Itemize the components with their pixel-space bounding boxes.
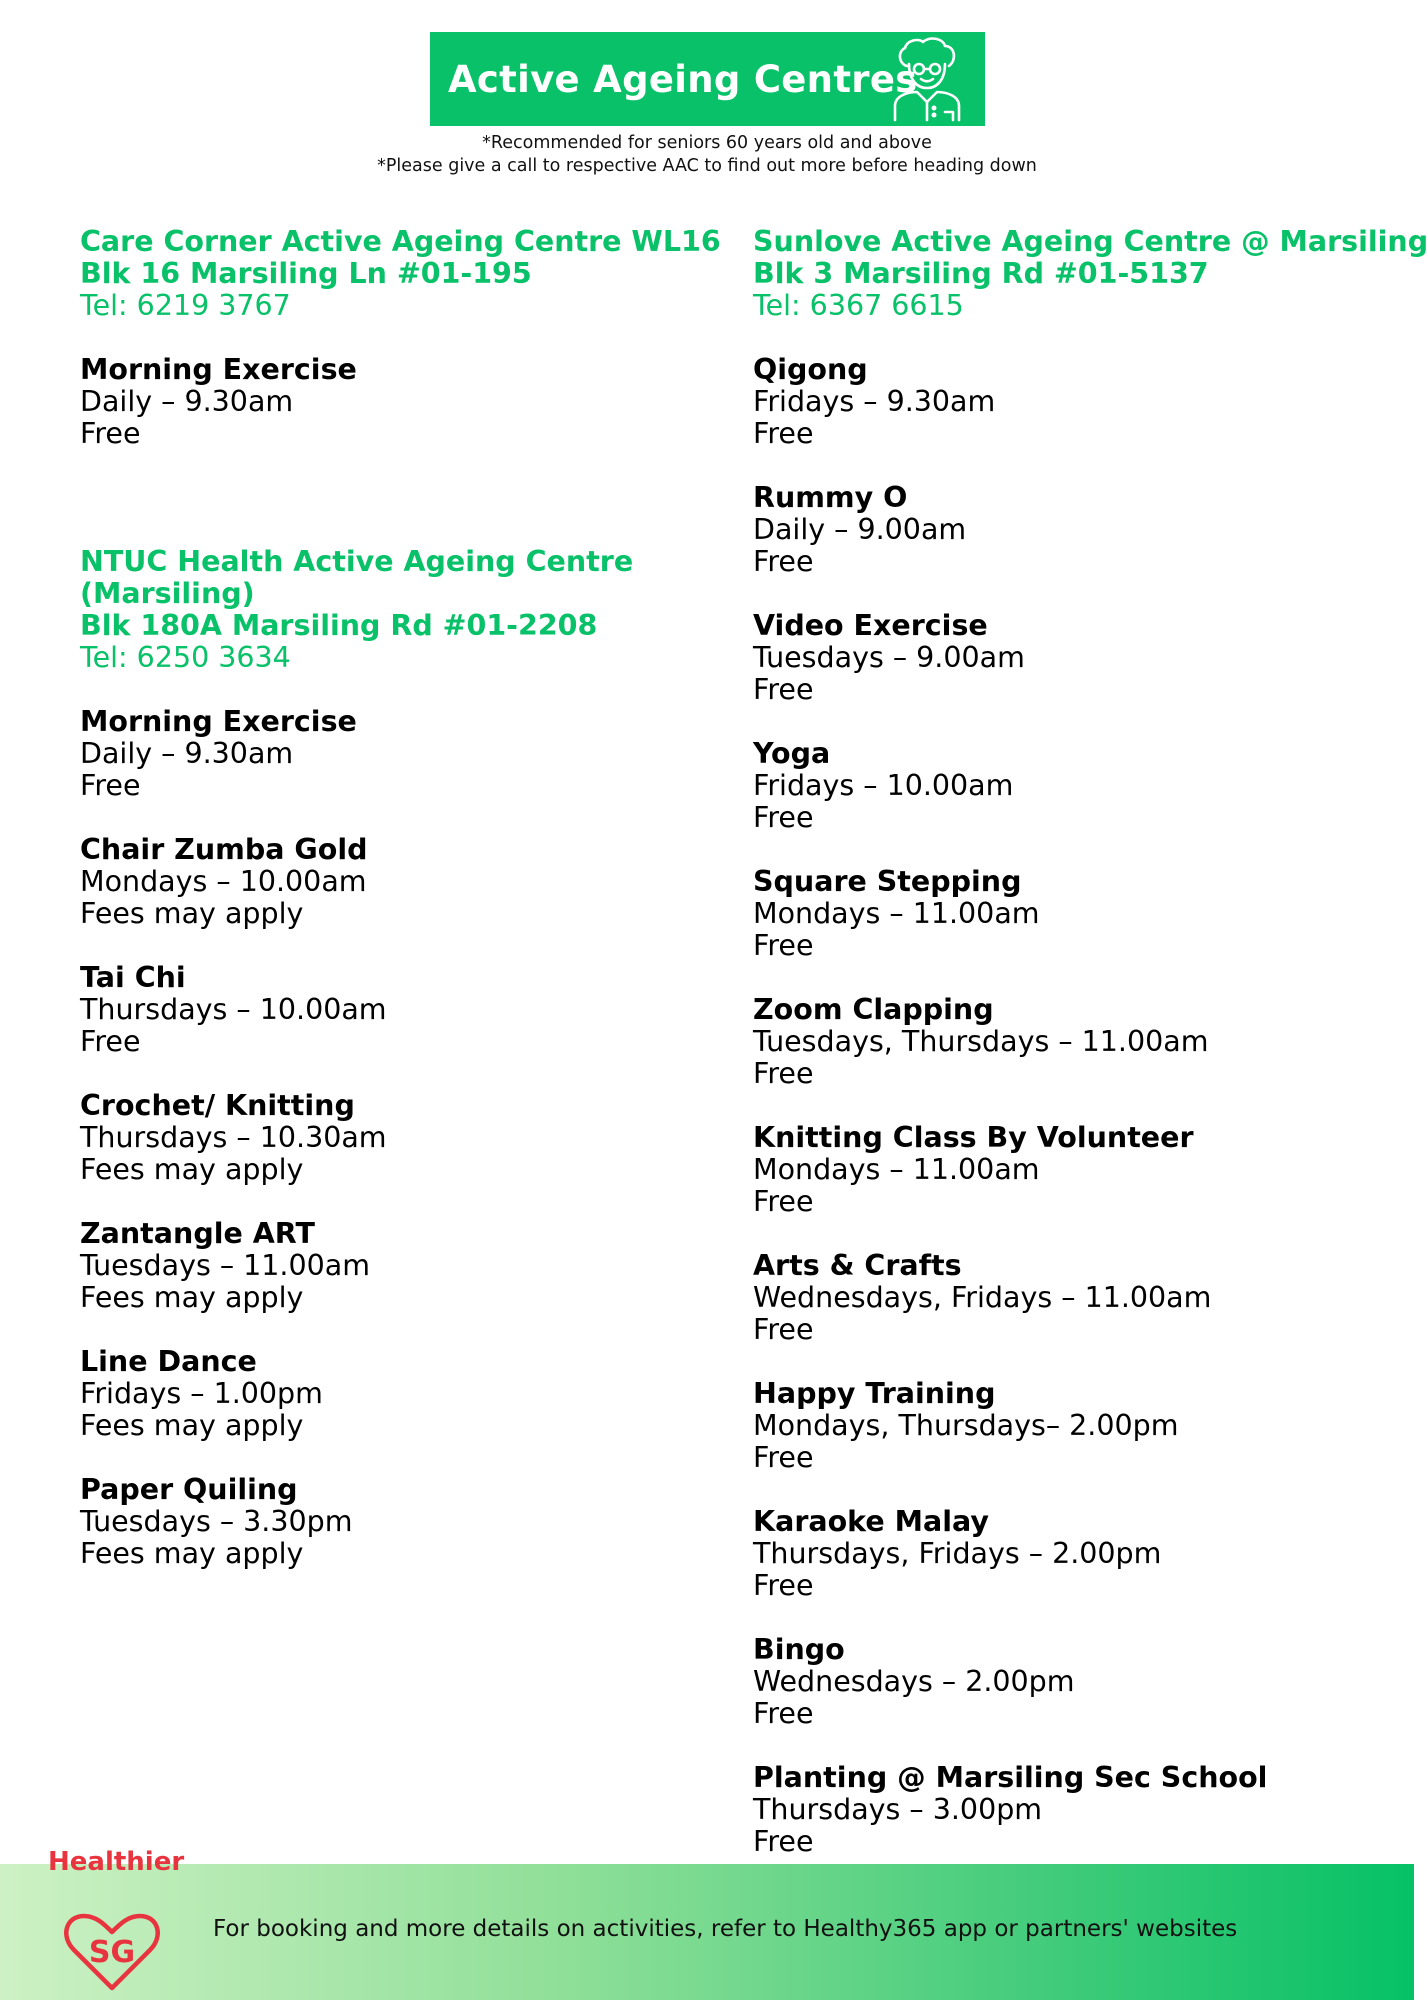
centre-phone[interactable]: Tel: 6250 3634	[80, 641, 291, 674]
activity-name: Chair Zumba Gold	[80, 833, 368, 866]
activity-time: Daily – 9.00am	[753, 513, 967, 546]
activity-fee: Fees may apply	[80, 1409, 304, 1442]
activity-item	[80, 1474, 720, 1570]
activity-name: Zoom Clapping	[753, 993, 994, 1026]
activity-item	[753, 1122, 1413, 1218]
activity-time: Tuesdays, Thursdays – 11.00am	[753, 1025, 1209, 1058]
activity-time: Fridays – 1.00pm	[80, 1377, 323, 1410]
activity-time: Fridays – 9.30am	[753, 385, 996, 418]
centre-name: Sunlove Active Ageing Centre @ Marsiling	[753, 225, 1428, 258]
logo-text-bottom: SG	[88, 1935, 136, 1970]
activity-item	[80, 1218, 720, 1314]
centre-address: Blk 16 Marsiling Ln #01-195	[80, 257, 532, 290]
activity-item	[753, 1250, 1413, 1346]
centre-name: NTUC Health Active Ageing Centre	[80, 545, 634, 578]
activity-name: Rummy O	[753, 481, 908, 514]
activity-item	[753, 738, 1413, 834]
activity-fee: Free	[753, 1057, 814, 1090]
activity-time: Mondays, Thursdays– 2.00pm	[753, 1409, 1179, 1442]
activity-item	[753, 1506, 1413, 1602]
header-notes	[0, 132, 1414, 178]
right-column	[753, 225, 1428, 1890]
activity-fee: Free	[753, 545, 814, 578]
activity-name: Yoga	[753, 737, 831, 770]
centre-name-suffix: (Marsiling)	[80, 577, 255, 610]
activity-fee: Free	[753, 929, 814, 962]
logo-text-top: Healthier	[48, 1847, 185, 1877]
activity-item	[753, 610, 1413, 706]
senior-person-icon	[887, 36, 967, 122]
activity-item	[753, 1762, 1413, 1858]
activity-fee: Free	[753, 1185, 814, 1218]
healthier-sg-logo	[48, 1847, 185, 1996]
activity-name: Paper Quiling	[80, 1473, 298, 1506]
activity-item	[80, 834, 720, 930]
header-banner	[430, 32, 985, 126]
centre-phone[interactable]: Tel: 6219 3767	[80, 289, 291, 322]
activity-name: Crochet/ Knitting	[80, 1089, 355, 1122]
footer-info-text: For booking and more details on activities, refer to Healthy365 app or partners' websites	[213, 1916, 1238, 1942]
activity-name: Line Dance	[80, 1345, 257, 1378]
activity-name: Arts & Crafts	[753, 1249, 962, 1282]
activity-name: Karaoke Malay	[753, 1505, 989, 1538]
centre-ntuc-health	[80, 546, 720, 674]
activity-fee: Free	[80, 417, 141, 450]
activity-item	[80, 354, 720, 450]
activity-fee: Free	[753, 1569, 814, 1602]
activity-name: Video Exercise	[753, 609, 988, 642]
activity-fee: Fees may apply	[80, 1281, 304, 1314]
activity-name: Happy Training	[753, 1377, 996, 1410]
centre-phone[interactable]: Tel: 6367 6615	[753, 289, 964, 322]
activity-fee: Free	[753, 1441, 814, 1474]
note-age: *Recommended for seniors 60 years old and above	[482, 133, 932, 153]
activity-time: Thursdays – 10.00am	[80, 993, 387, 1026]
footer-bar	[0, 1847, 1414, 2000]
centre-address: Blk 180A Marsiling Rd #01-2208	[80, 609, 598, 642]
activity-name: Morning Exercise	[80, 353, 357, 386]
activity-item	[80, 706, 720, 802]
activity-item	[753, 1378, 1413, 1474]
activity-time: Thursdays – 10.30am	[80, 1121, 387, 1154]
activity-name: Zantangle ART	[80, 1217, 315, 1250]
activity-item	[753, 354, 1413, 450]
activity-time: Thursdays – 3.00pm	[753, 1793, 1043, 1826]
activity-time: Thursdays, Fridays – 2.00pm	[753, 1537, 1162, 1570]
centre-sunlove	[753, 225, 1428, 322]
activity-item	[753, 866, 1413, 962]
activity-fee: Fees may apply	[80, 1537, 304, 1570]
activity-item	[80, 962, 720, 1058]
activity-fee: Free	[753, 1825, 814, 1858]
activity-item	[753, 482, 1413, 578]
activity-item	[753, 1634, 1413, 1730]
activity-time: Daily – 9.30am	[80, 385, 294, 418]
centre-address: Blk 3 Marsiling Rd #01-5137	[753, 257, 1209, 290]
activity-time: Mondays – 10.00am	[80, 865, 367, 898]
activity-name: Morning Exercise	[80, 705, 357, 738]
spacer	[80, 482, 720, 546]
activity-time: Wednesdays – 2.00pm	[753, 1665, 1075, 1698]
activity-item	[80, 1346, 720, 1442]
activity-fee: Free	[753, 801, 814, 834]
activity-time: Mondays – 11.00am	[753, 897, 1040, 930]
activity-name: Tai Chi	[80, 961, 186, 994]
activity-time: Tuesdays – 9.00am	[753, 641, 1025, 674]
activity-time: Mondays – 11.00am	[753, 1153, 1040, 1186]
activity-fee: Free	[753, 417, 814, 450]
activity-fee: Fees may apply	[80, 897, 304, 930]
activity-time: Tuesdays – 3.30pm	[80, 1505, 353, 1538]
centre-care-corner	[80, 226, 720, 322]
activity-name: Knitting Class By Volunteer	[753, 1121, 1194, 1154]
activity-time: Daily – 9.30am	[80, 737, 294, 770]
activity-name: Qigong	[753, 353, 868, 386]
activity-fee: Free	[753, 1313, 814, 1346]
activity-fee: Free	[753, 673, 814, 706]
activity-fee: Free	[80, 769, 141, 802]
activity-name: Square Stepping	[753, 865, 1022, 898]
centre-name: Care Corner Active Ageing Centre WL16	[80, 225, 721, 258]
activity-name: Bingo	[753, 1633, 845, 1666]
activity-fee: Free	[80, 1025, 141, 1058]
left-column	[80, 226, 720, 1602]
activity-item	[753, 994, 1413, 1090]
activity-fee: Free	[753, 1697, 814, 1730]
activity-fee: Fees may apply	[80, 1153, 304, 1186]
activity-name: Planting @ Marsiling Sec School	[753, 1761, 1268, 1794]
activity-item	[80, 1090, 720, 1186]
activity-time: Fridays – 10.00am	[753, 769, 1014, 802]
activity-time: Wednesdays, Fridays – 11.00am	[753, 1281, 1212, 1314]
activity-time: Tuesdays – 11.00am	[80, 1249, 370, 1282]
note-call: *Please give a call to respective AAC to find out more before heading down	[377, 156, 1037, 176]
page-title: Active Ageing Centres	[448, 57, 918, 101]
